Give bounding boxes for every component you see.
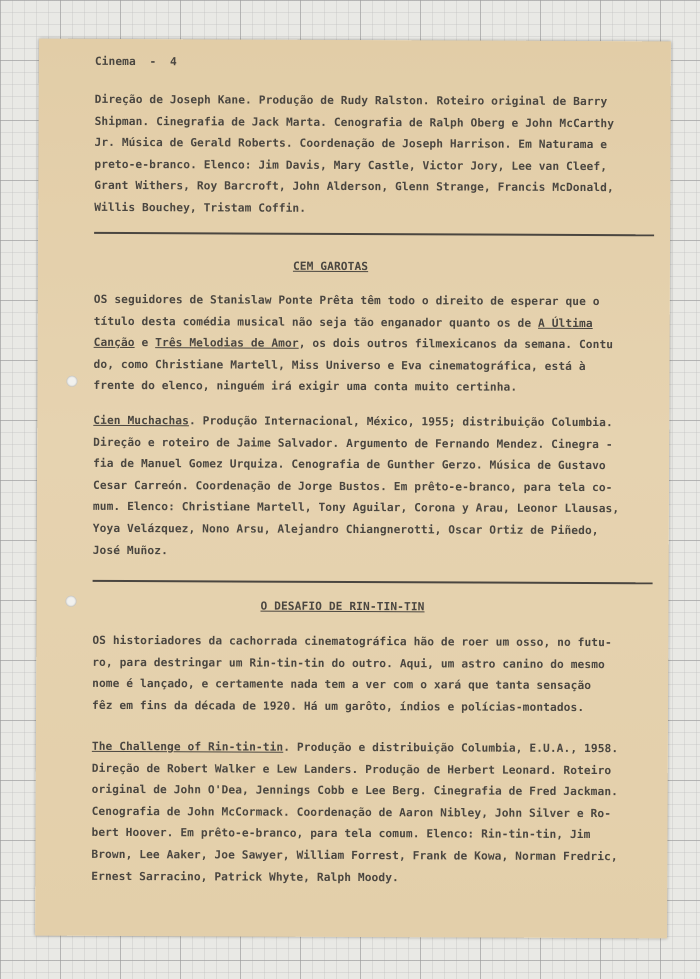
paragraph-credits-1: Direção de Joseph Kane. Produção de Rudy Ralston. Roteiro original de Barry Shipman. Cinegrafia de Jack Marta. Cenografia de Ralph Oberg e John McCarthy Jr. Música de Gerald Roberts. Coordenação de Joseph Harrison. Em Naturama e preto-e-branco. Elenco: Jim Davis, Mary Castle, Victor Jory, Lee van Cleef, Grant Withers, Roy Barcroft, John Alderson, Glenn Strange, Francis McDonald, Willis Bouchey, Tristam Coffin. <box>94 92 615 215</box>
review-text: e <box>134 336 156 350</box>
film-title-underlined: Cien Muchachas <box>93 413 190 428</box>
film-title-underlined: Três Melodias de Amor <box>155 336 299 350</box>
page-header: Cinema - 4 <box>94 54 177 69</box>
paragraph-review-2: OS historiadores da cachorrada cinematográfica hão de roer um osso, no futu- ro, para destringar um Rin-tin-tin do outro. Aqui, um astro canino do mesmo nome é lançado, e certamente nada tem a ver com o xará que tanta sensação fêz em fins da década de 1920. Há um garôto, índios e polícias-montados. <box>92 633 612 714</box>
film-title-underlined: A Última Canção <box>93 316 593 350</box>
paragraph-credits-3 <box>91 736 652 890</box>
typed-page <box>35 39 671 939</box>
credits-text: . Produção Internacional, México, 1955; distribuição Columbia. Direção e roteiro de Jaime Salvador. Argumento de Fernando Mendez. Cinegra - fia de Manuel Gomez Urquiza. Cenografia de Gunther Gerzo. Música de Gustavo Cesar Carreón. Coordenação de Jorge Bustos. Em prêto-e-branco, para tela co- mum. Elenco: Christiane Martell, Tony Aguilar, Corona y Arau, Leonor Llausas, Yoya Velázquez, Nono Arsu, Alejandro Chiangnerotti, Oscar Ortiz de Piñedo, José Muñoz. <box>92 414 620 557</box>
divider-rule <box>93 580 653 584</box>
punch-hole <box>66 376 77 387</box>
review-title-rin-tin-tin: O DESAFIO DE RIN-TIN-TIN <box>260 599 425 614</box>
paragraph-review-1 <box>93 289 653 399</box>
divider-rule <box>94 232 654 236</box>
film-title-underlined: The Challenge of Rin-tin-tin <box>91 739 284 754</box>
review-title-cem-garotas: CEM GAROTAS <box>292 259 369 274</box>
punch-hole <box>65 596 76 607</box>
review-text: OS seguidores de Stanislaw Ponte Prêta têm todo o direito de esperar que o título desta comédia musical não seja tão enganador quanto os de <box>93 292 600 330</box>
review-text: , os dois outros filmexicanos da semana. Contu do, como Christiane Martell, Miss Universo e Eva cinematográfica, está à frente do elenco, ninguém irá exigir uma conta muito certinha. <box>93 336 614 395</box>
paragraph-credits-2 <box>93 410 654 564</box>
credits-text: . Produção e distribuição Columbia, E.U.A., 1958. Direção de Robert Walker e Lew Landers. Produção de Herbert Leonard. Roteiro original de John O'Dea, Jennings Cobb e Lee Berg. Cinegrafia de Fred Jackman. Cenografia de John McCormack. Coordenação de Aaron Nibley, John Silver e Ro- bert Hoover. Em prêto-e-branco, para tela comum. Elenco: Rin-tin-tin, Jim Brown, Lee Aaker, Joe Sawyer, William Forrest, Frank de Kowa, Norman Fredric, Ernest Sarracino, Patrick Whyte, Ralph Moody. <box>91 740 619 884</box>
